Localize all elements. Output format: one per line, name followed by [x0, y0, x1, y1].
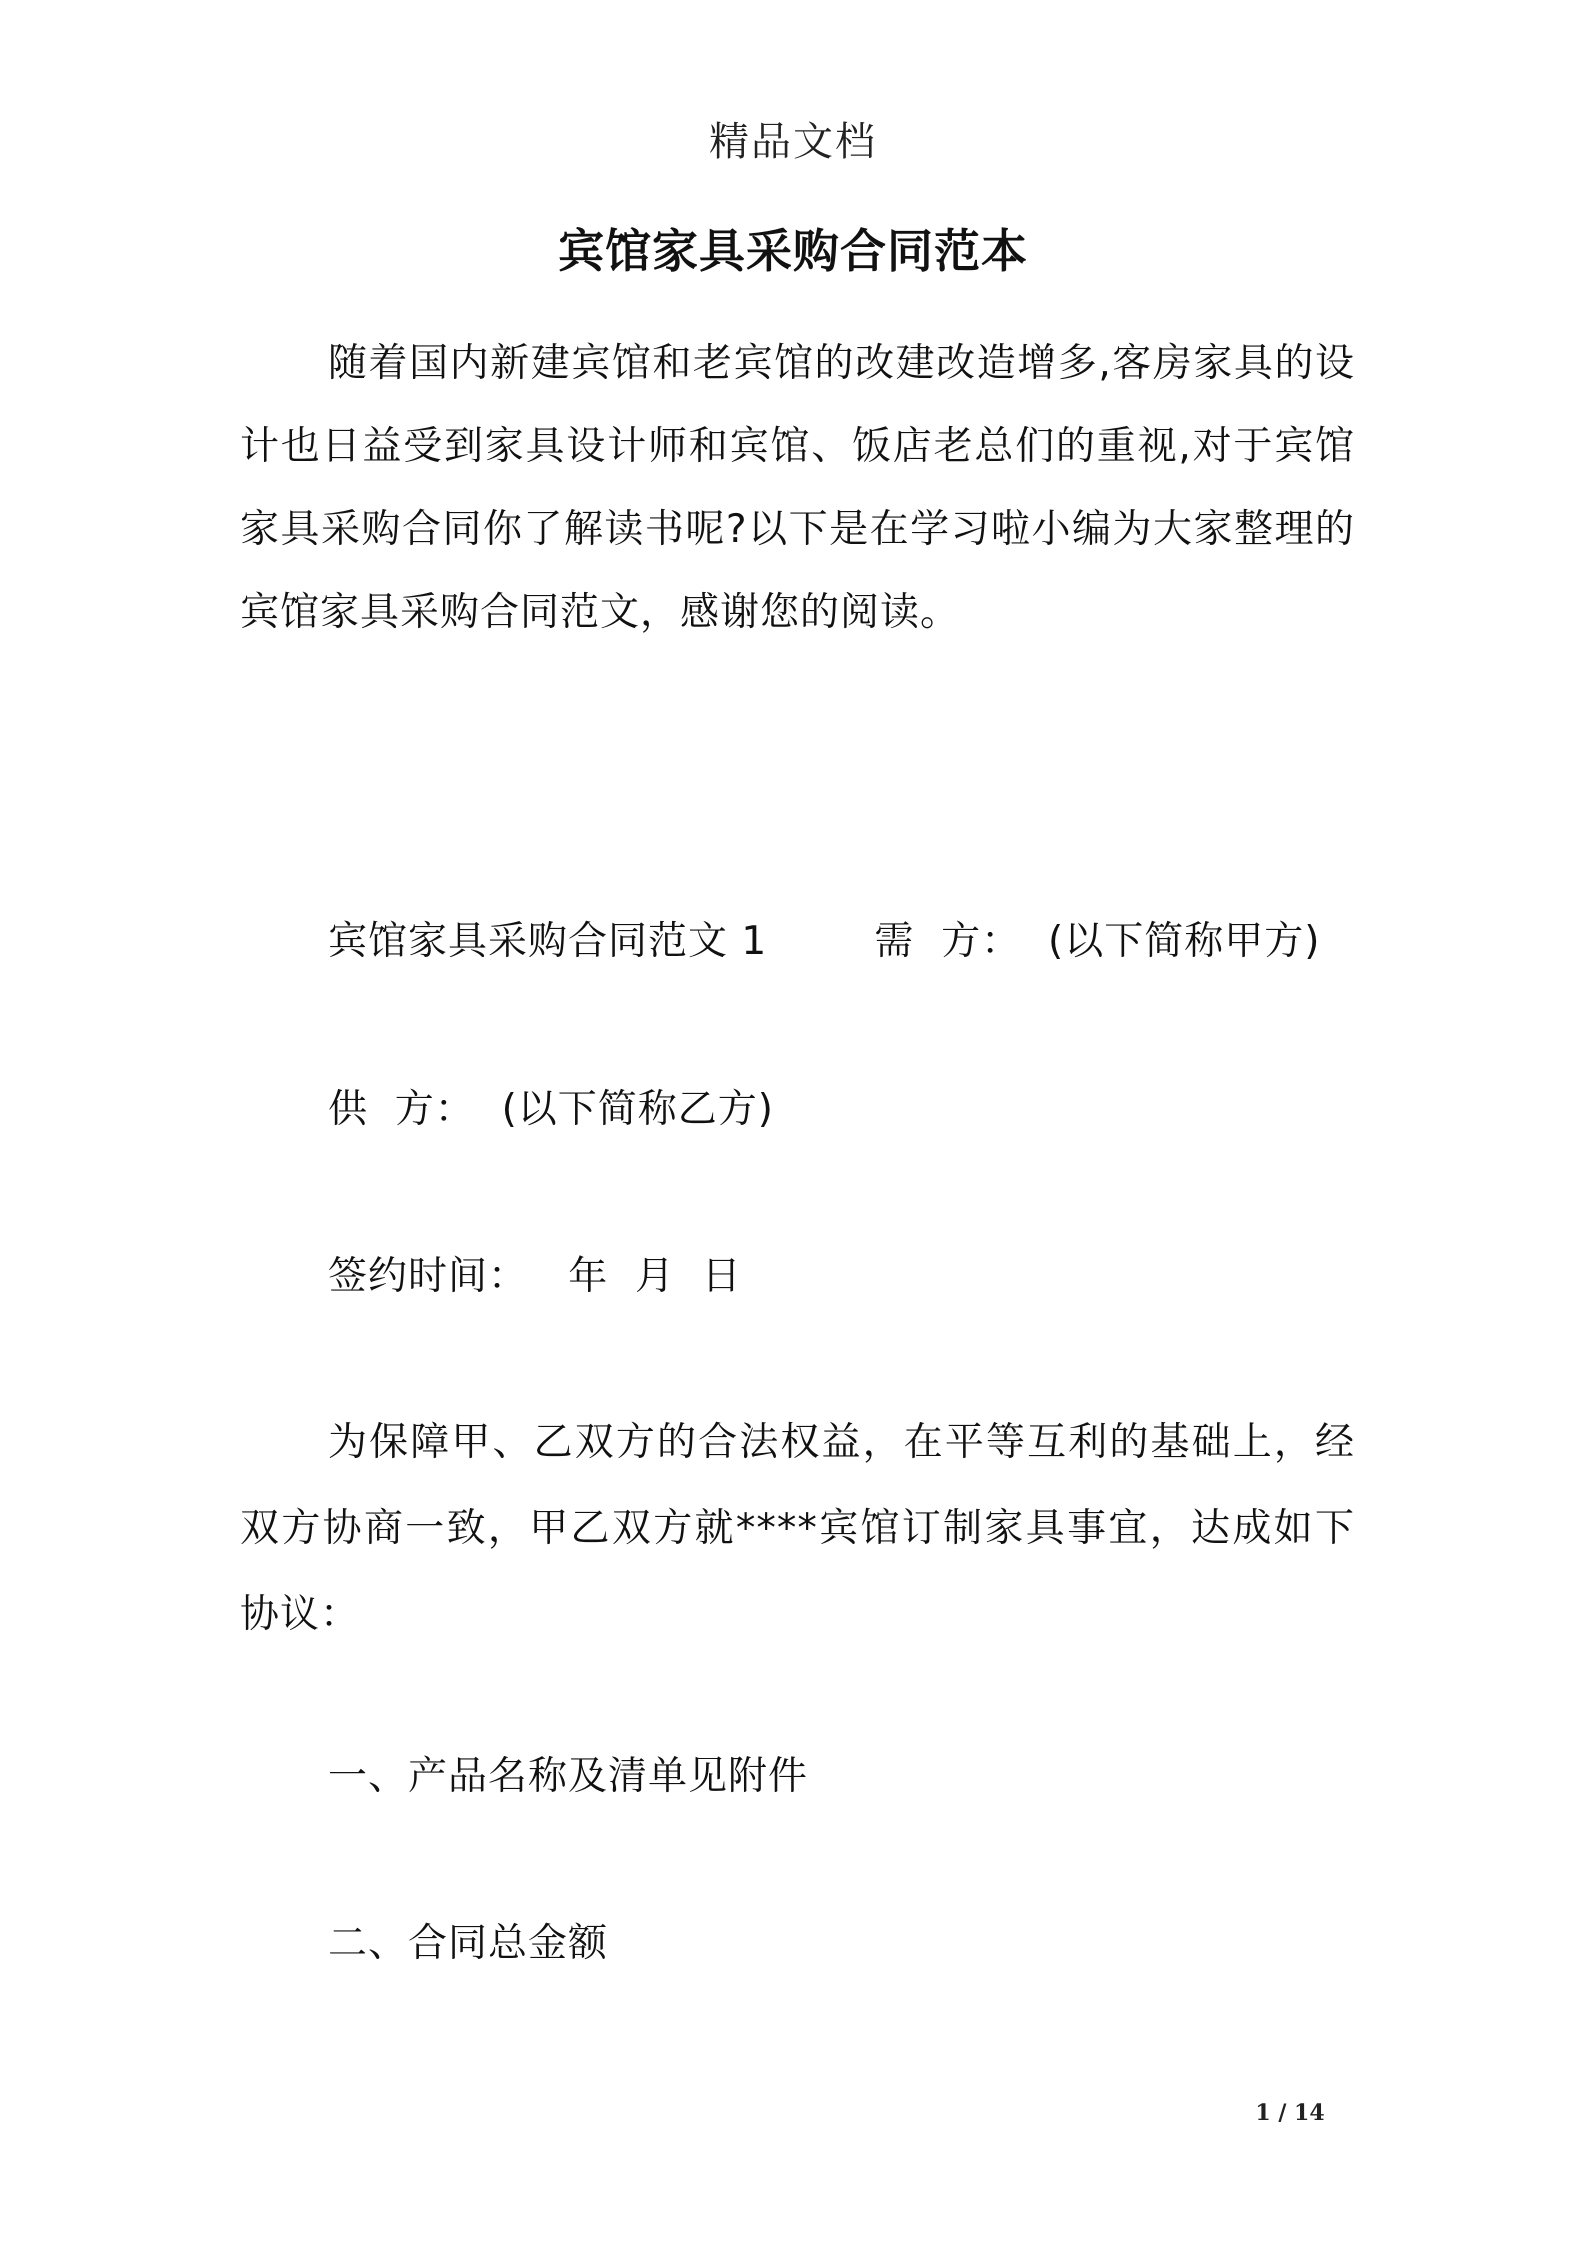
- page-number: 1 / 14: [1255, 2100, 1325, 2126]
- header-note: 精品文档: [709, 119, 877, 165]
- supplier-line: 供 方： (以下简称乙方): [328, 1087, 775, 1132]
- contract-sample-1-heading: 宾馆家具采购合同范文 1 需 方： (以下简称甲方): [328, 919, 1321, 964]
- clause-1-heading: 一、产品名称及清单见附件: [328, 1754, 809, 1799]
- document-title: 宾馆家具采购合同范本: [558, 224, 1028, 278]
- agreement-paragraph: 为保障甲、乙双方的合法权益，在平等互利的基础上，经双方协商一致，甲乙双方就****宾馆订制家具事宜，达成如下协议：: [240, 1420, 1355, 1637]
- sign-time-line: 签约时间： 年 月 日: [328, 1254, 742, 1299]
- clause-2-heading: 二、合同总金额: [328, 1921, 609, 1966]
- intro-paragraph: 随着国内新建宾馆和老宾馆的改建改造增多,客房家具的设计也日益受到家具设计师和宾馆、饭店老总们的重视,对于宾馆家具采购合同你了解读书呢?以下是在学习啦小编为大家整理的宾馆家具采购合同范文，感谢您的阅读。: [240, 341, 1355, 635]
